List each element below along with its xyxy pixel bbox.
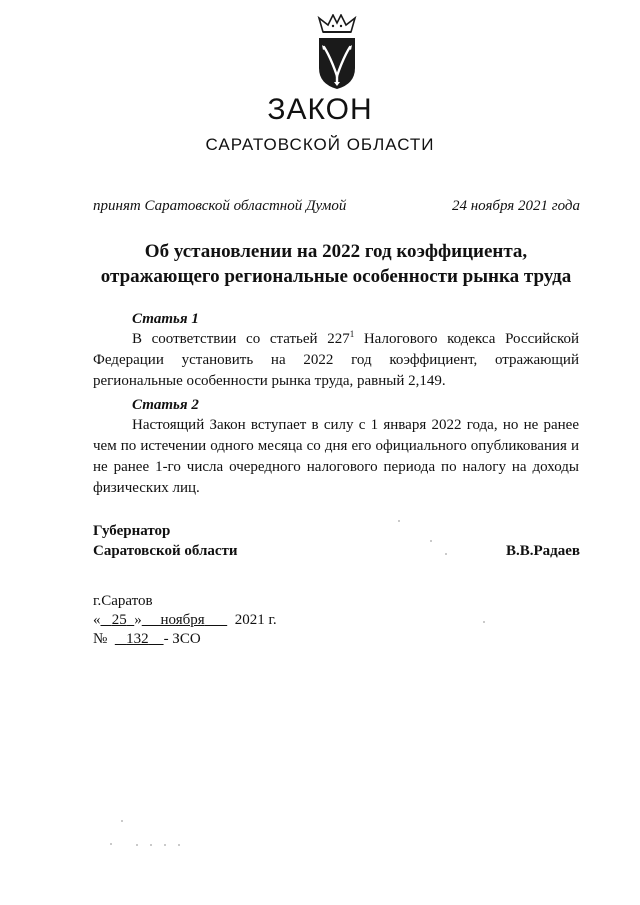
scan-speck [398, 520, 400, 522]
article-1-text [93, 329, 579, 392]
signatory-title [93, 521, 238, 561]
document-title [60, 239, 612, 289]
signatory-title-line-2: Саратовской области [93, 543, 238, 559]
article-1-superscript: 1 [349, 329, 355, 339]
scan-speck [110, 843, 112, 845]
issuance-number: № 132 - ЗСО [93, 631, 201, 647]
scan-speck [178, 844, 180, 846]
scan-speck [136, 844, 138, 846]
issuance-city: г.Саратов [93, 593, 153, 609]
scan-speck [150, 844, 152, 846]
law-title: ЗАКОН [267, 93, 373, 126]
article-2-text: Настоящий Закон вступает в силу с 1 января 2022 года, но не ранее чем по истечении одного месяца со дня его официального опубликования и не ранее 1-го числа очередного налогового периода по налогу на доходы физических лиц. [93, 417, 579, 496]
issuance-year: 2021 г. [234, 612, 277, 628]
document-title-line-1: Об установлении на 2022 год коэффициента, [144, 241, 528, 262]
region-name: САРАТОВСКОЙ ОБЛАСТИ [205, 135, 435, 154]
issuance-number-value: 132 [126, 631, 149, 647]
scan-speck [164, 844, 166, 846]
scan-speck [445, 553, 447, 555]
signatory-title-line-1: Губернатор [93, 523, 171, 539]
article-1-title: Статья 1 [132, 311, 199, 327]
issuance-number-suffix: - ЗСО [163, 631, 201, 647]
scan-speck [483, 621, 485, 623]
article-1-text-start: В соответствии со статьей 227 [132, 331, 350, 347]
coat-of-arms-icon [315, 14, 359, 90]
issuance-day: 25 [111, 612, 127, 628]
article-1-text-end: Налогового кодекса Российской Федерации установить на 2022 год коэффициент, отражающий региональные особенности рынка труда, равный 2,149. [93, 331, 579, 389]
issuance-block [93, 592, 277, 649]
signatory-name: В.В.Радаев [505, 543, 580, 559]
article-2-title: Статья 2 [132, 397, 199, 413]
scan-speck [121, 820, 123, 822]
scan-speck [430, 540, 432, 542]
document-title-line-2: отражающего региональные особенности рынка труда [100, 266, 572, 287]
issuance-month: ноября [160, 612, 205, 628]
adopted-date: 24 ноября 2021 года [451, 198, 580, 214]
adopted-by-label: принят Саратовской областной Думой [93, 198, 347, 214]
issuance-date: « 25 » ноября 2021 г. [93, 612, 277, 628]
